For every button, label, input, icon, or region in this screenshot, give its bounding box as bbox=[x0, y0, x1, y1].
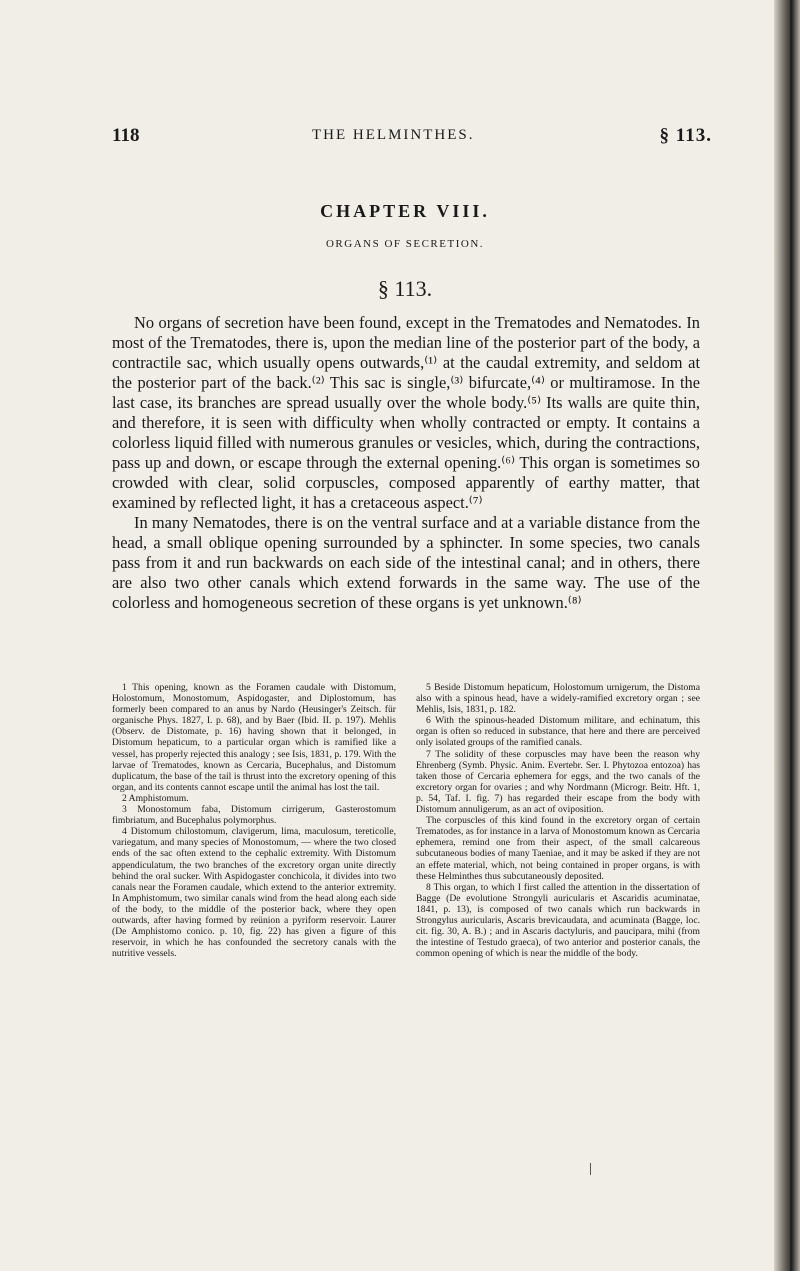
footnote: The corpuscles of this kind found in the excretory organ of certain Trematodes, as for instance in a larva of Monostomum known as Cercaria ephemera, remind one from their aspect, of the small calcareous subcutaneous bodies of many Taeniae, and it may be asked if they are not an effete material, which, not being contained in proper organs, is with these Helminthes thus subcutaneously deposited. bbox=[416, 815, 700, 882]
page-edge-shadow bbox=[774, 0, 800, 1271]
footnote: 7 The solidity of these corpuscles may have been the reason why Ehrenberg (Symb. Physic. Anim. Evertebr. Ser. I. Phytozoa entozoa) has taken those of Cercaria ephemera for eggs, and the two canals of the excretory organ for ovaries ; and why Nordmann (Microgr. Beitr. Hft. 1, p. 54, Taf. I. fig. 7) has regarded their escape from the body with Distomum annuligerum, as an act of oviposition. bbox=[416, 748, 700, 816]
chapter-heading: CHAPTER VIII. bbox=[320, 201, 490, 221]
paragraph: No organs of secretion have been found, except in the Trematodes and Nematodes. In most of the Trematodes, there is, upon the median line of the posterior part of the body, a contractile sac, which usually opens outwards,⁽¹⁾ at the caudal extremity, and seldom at the posterior part of the back.⁽²⁾ This sac is single,⁽³⁾ bifurcate,⁽⁴⁾ or multiramose. In the last case, its branches are spread usually over the whole body.⁽⁵⁾ Its walls are quite thin, and therefore, it is seen with difficulty when wholly contracted or empty. It contains a colorless liquid filled with numerous granules or vesicles, which, during the contractions, pass up and down, or escape through the external opening.⁽⁶⁾ This organ is sometimes so crowded with clear, solid corpuscles, composed apparently of earthy matter, that examined by reflected light, it has a cretaceous aspect.⁽⁷⁾ bbox=[112, 313, 700, 512]
footnotes bbox=[112, 682, 700, 1202]
footnote: 5 Beside Distomum hepaticum, Holostomum urnigerum, the Distoma also with a spinous head, have a widely-ramified excretory organ ; see Mehlis, Isis, 1831, p. 182. bbox=[416, 682, 700, 716]
running-header bbox=[112, 125, 712, 155]
running-title: THE HELMINTHES. bbox=[312, 127, 475, 143]
footnote: 3 Monostomum faba, Distomum cirrigerum, Gasterostomum fimbriatum, and Bucephalus polymorphus. bbox=[112, 804, 396, 827]
paragraph: In many Nematodes, there is on the ventral surface and at a variable distance from the head, a small oblique opening surrounded by a sphincter. In some species, two canals pass from it and run backwards on each side of the intestinal canal; and in others, there are also two other canals which extend forwards in the same way. The use of the colorless and homogeneous secretion of these organs is yet unknown.⁽⁸⁾ bbox=[112, 513, 700, 612]
footnotes-left-column bbox=[112, 682, 396, 959]
page-number: 118 bbox=[112, 125, 140, 146]
section-heading: § 113. bbox=[377, 276, 433, 301]
chapter-subtitle: ORGANS OF SECRETION. bbox=[325, 238, 485, 250]
footnote: 1 This opening, known as the Foramen caudale with Distomum, Holostomum, Monostomum, Aspidogaster, and Diplostomum, has formerly been compared to an anus by Nardo (Heusinger's Zeitsch. für organische Phys. 1827, I. p. 68), and by Baer (Ibid. II. p. 197). Mehlis (Observ. de Distomate, p. 16) having shown that it belonged, in Distomum hepaticum, to a particular organ which is ramified like a vessel, has properly rejected this analogy ; see Isis, 1831, p. 179. With the larvae of Trematodes, known as Cercaria, Bucephalus, and Distomum duplicatum, the base of the tail is thrust into the excretory opening of this organ, and its contents cannot escape until the animal has lost the tail. bbox=[112, 682, 396, 793]
footnotes-right-column bbox=[416, 682, 700, 959]
print-mark bbox=[590, 1163, 595, 1175]
footnote: 8 This organ, to which I first called the attention in the dissertation of Bagge (De evolutione Strongyli auricularis et Ascaridis acuminatae, 1841, p. 13), is composed of two canals which run backwards in Strongylus auricularis, Ascaris brevicaudata, and acuminata (Bagge, loc. cit. fig. 30, A. B.) ; and in Ascaris dactyluris, and paucipara, mihi (from the intestine of Testudo graeca), of two anterior and posterior canals, the common opening of which is near the middle of the body. bbox=[416, 881, 700, 960]
main-text bbox=[112, 313, 700, 613]
footnote: 6 With the spinous-headed Distomum militare, and echinatum, this organ is often so reduced in substance, that here and there are perceived only isolated groups of the ramified canals. bbox=[416, 715, 700, 749]
page-edge-line bbox=[790, 0, 792, 1271]
footnote: 2 Amphistomum. bbox=[122, 792, 189, 804]
header-section-number: § 113. bbox=[659, 125, 712, 146]
footnote: 4 Distomum chilostomum, clavigerum, lima, maculosum, tereticolle, variegatum, and many species of Monostomum, — where the two closed ends of the sac often extend to the cephalic extremity. With Distomum appendiculatum, the two branches of the excretory organ unite directly behind the oral sucker. With Aspidogaster conchicola, it divides into two canals near the Foramen caudale, which extend to the anterior extremity. In Amphistomum, two similar canals wind from the head along each side of the body, to the middle of the posterior back, where they open outwards, after having formed by reünion a pyriform reservoir. Laurer (De Amphistomo conico. p. 10, fig. 22) has given a figure of this reservoir, in which he has confounded the secretory canals with the nutritive vessels. bbox=[112, 826, 396, 960]
